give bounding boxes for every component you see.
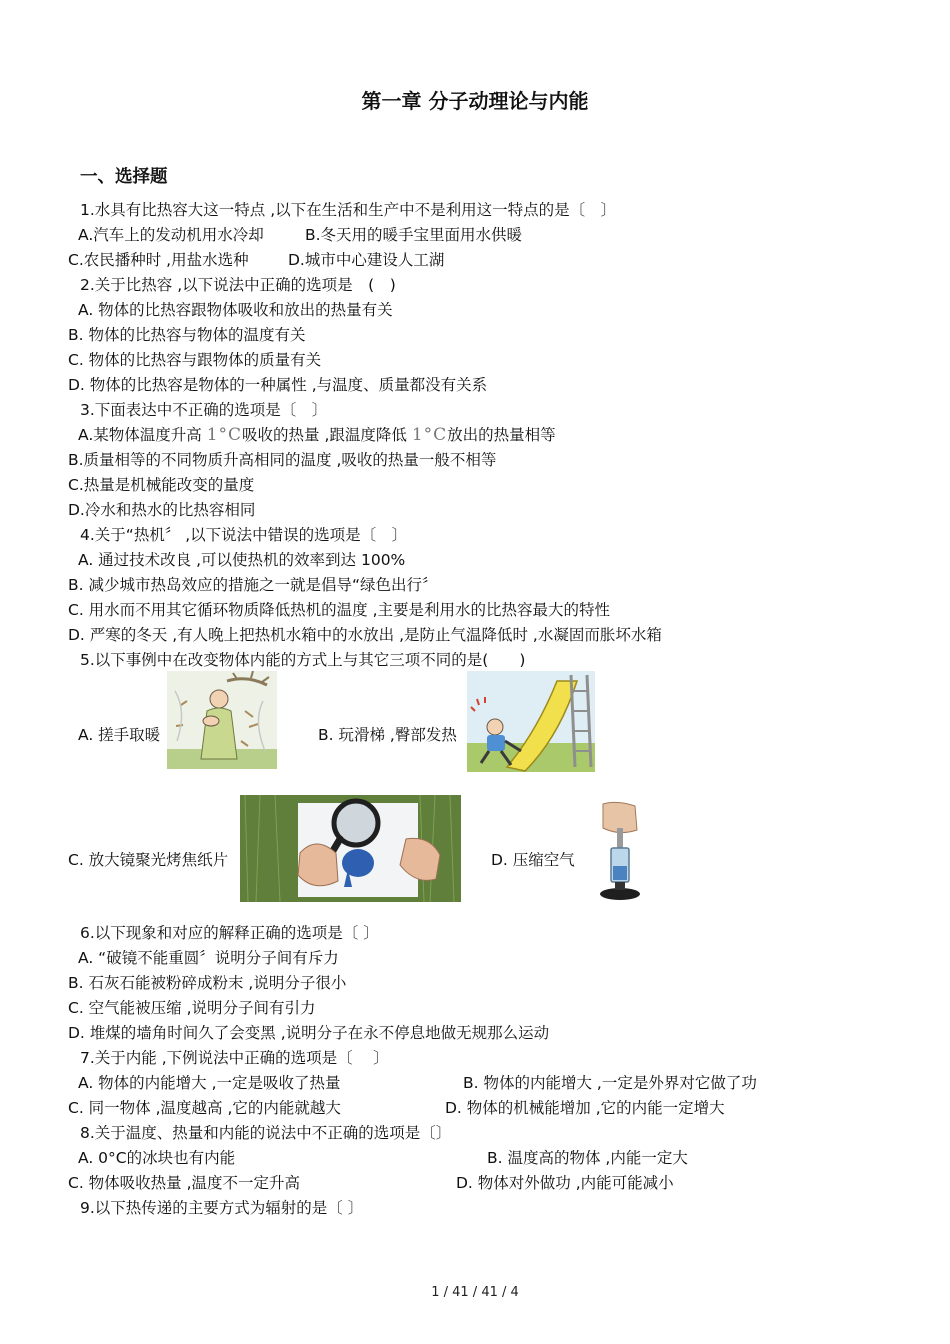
question-4: 4.关于“热机〞 ,以下说法中错误的选项是〔 〕	[80, 526, 408, 544]
q8-option-a: A. 0°C的冰块也有内能	[78, 1149, 236, 1167]
degree-symbol-2: 1°C	[411, 425, 448, 445]
question-5: 5.以下事例中在改变物体内能的方式上与其它三项不同的是( )	[80, 651, 526, 669]
q7-option-c: C. 同一物体 ,温度越高 ,它的内能就越大	[68, 1099, 341, 1117]
q6-option-b: B. 石灰石能被粉碎成粉末 ,说明分子很小	[68, 974, 347, 992]
question-3: 3.下面表达中不正确的选项是〔 〕	[80, 401, 328, 419]
q4-option-b: B. 减少城市热岛效应的措施之一就是倡导“绿色出行〞	[68, 576, 438, 594]
question-8: 8.关于温度、热量和内能的说法中不正确的选项是〔〕	[80, 1124, 452, 1142]
question-7: 7.关于内能 ,下例说法中正确的选项是〔 〕	[80, 1049, 389, 1067]
q8-option-d: D. 物体对外做功 ,内能可能减小	[456, 1174, 674, 1192]
q4-option-d: D. 严寒的冬天 ,有人晚上把热机水箱中的水放出 ,是防止气温降低时 ,水凝固而胀坏水箱	[68, 626, 662, 644]
q1-option-d: D.城市中心建设人工湖	[288, 251, 445, 269]
q4-option-c: C. 用水而不用其它循环物质降低热机的温度 ,主要是利用水的比热容最大的特性	[68, 601, 611, 619]
q4-option-a: A. 通过技术改良 ,可以使热机的效率到达 100%	[78, 551, 406, 569]
q5-option-b: B. 玩滑梯 ,臀部发热	[318, 726, 457, 744]
q1-option-a: A.汽车上的发动机用水冷却	[78, 226, 264, 244]
question-2: 2.关于比热容 ,以下说法中正确的选项是 ( )	[80, 276, 396, 294]
q2-option-b: B. 物体的比热容与物体的温度有关	[68, 326, 306, 344]
q3-option-a	[78, 425, 556, 445]
question-6: 6.以下现象和对应的解释正确的选项是〔 〕	[80, 924, 379, 942]
q1-option-c: C.农民播种时 ,用盐水选种	[68, 251, 249, 269]
degree-symbol-1: 1°C	[206, 425, 243, 445]
q7-option-b: B. 物体的内能增大 ,一定是外界对它做了功	[463, 1074, 757, 1092]
q5-option-a: A. 搓手取暖	[78, 726, 161, 744]
q5-option-d: D. 压缩空气	[491, 851, 575, 869]
q2-option-d: D. 物体的比热容是物体的一种属性 ,与温度、质量都没有关系	[68, 376, 488, 394]
q7-option-d: D. 物体的机械能增加 ,它的内能一定增大	[445, 1099, 725, 1117]
compression-pump-photo	[595, 800, 645, 903]
q3-option-d: D.冷水和热水的比热容相同	[68, 501, 256, 519]
q6-option-c: C. 空气能被压缩 ,说明分子间有引力	[68, 999, 316, 1017]
q3-option-a-text-2: 吸收的热量 ,跟温度降低	[242, 426, 407, 444]
page-footer: 1 / 41 / 41 / 4	[431, 1285, 519, 1300]
q3-option-a-text-3: 放出的热量相等	[447, 426, 556, 444]
q7-option-a: A. 物体的内能增大 ,一定是吸收了热量	[78, 1074, 341, 1092]
q2-option-c: C. 物体的比热容与跟物体的质量有关	[68, 351, 322, 369]
question-9: 9.以下热传递的主要方式为辐射的是〔 〕	[80, 1199, 364, 1217]
q8-option-c: C. 物体吸收热量 ,温度不一定升高	[68, 1174, 301, 1192]
slide-illustration	[467, 671, 595, 772]
page-title: 第一章 分子动理论与内能	[361, 89, 589, 113]
q3-option-b: B.质量相等的不同物质升高相同的温度 ,吸收的热量一般不相等	[68, 451, 497, 469]
question-1: 1.水具有比热容大这一特点 ,以下在生活和生产中不是利用这一特点的是〔 〕	[80, 201, 617, 219]
magnifier-photo	[240, 795, 461, 902]
section-heading: 一、选择题	[80, 167, 168, 187]
q3-option-c: C.热量是机械能改变的量度	[68, 476, 255, 494]
q3-option-a-text-1: A.某物体温度升高	[78, 426, 202, 444]
q6-option-a: A. “破镜不能重圆〞说明分子间有斥力	[78, 949, 339, 967]
q8-option-b: B. 温度高的物体 ,内能一定大	[487, 1149, 688, 1167]
q5-option-c: C. 放大镜聚光烤焦纸片	[68, 851, 229, 869]
rubbing-hands-illustration	[167, 671, 277, 769]
q2-option-a: A. 物体的比热容跟物体吸收和放出的热量有关	[78, 301, 393, 319]
q1-option-b: B.冬天用的暖手宝里面用水供暖	[305, 226, 523, 244]
q6-option-d: D. 堆煤的墙角时间久了会变黑 ,说明分子在永不停息地做无规那么运动	[68, 1024, 550, 1042]
